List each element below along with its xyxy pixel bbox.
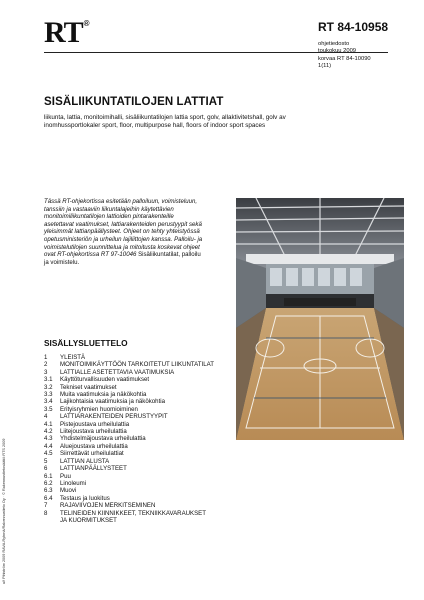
meta-type: ohjetiedosto [318, 41, 350, 47]
toc-item: 5 LATTIAN ALUSTA [44, 457, 110, 465]
toc-item: 3.2 Tekniset vaatimukset [44, 383, 117, 391]
toc-item: 3 LATTIALLE ASETETTAVIA VAATIMUKSIA [44, 368, 175, 376]
table-of-contents [44, 354, 214, 524]
meta-page: 1(11) [318, 63, 332, 70]
toc-item: 6.2 Linoleumi [44, 479, 87, 487]
toc-item: 3.5 Erityisryhmien huomioiminen [44, 405, 138, 413]
meta-date: toukokuu 2009 [318, 48, 357, 55]
intro-plain: Sisäliikuntatilat, palloilu ja voimistelu. [44, 251, 201, 266]
toc-item: 3.1 Käyttöturvallisuuden vaatimukset [44, 376, 150, 384]
toc-title: SISÄLLYSLUETTELO [44, 338, 128, 348]
toc-item: 4.2 Liitejoustava urheilulattia [44, 428, 127, 436]
toc-item: 6.3 Muovi [44, 487, 77, 495]
intro-italic: Tässä RT-ohjekortissa esitetään palloiluun, voimisteluun, tanssiin ja vastaaviin liikuntalajeihin käytettävien monitoimiliikuntatilojen lattioiden pintarakenteille asetettavat vaatimukset, lattiarakenteiden perustyypit sekä yleisimmät lattianpäällysteet. Ohjeet on tehty yhteistyössä opetusministeriön ja urheilun lajiliittojen kanssa. Palloilu- ja voimistelutilojen suunnittelua ja mitoitusta koskevat ohjeet ovat RT-ohjekortissa RT 97-10046 [44, 198, 203, 259]
toc-item: 2 MONITOIMIKÄYTTÖÖN TARKOITETUT LIIKUNTATILAT [44, 361, 214, 369]
document-meta [318, 41, 371, 71]
toc-item: 3.3 Muita vaatimuksia ja näkökohtia [44, 391, 147, 399]
toc-item: 4.5 Siirrettävät urheilulattiat [44, 450, 124, 458]
toc-item: 4 LATTIARAKENTEIDEN PERUSTYYPIT [44, 413, 168, 421]
rt-logo: RT® [44, 16, 89, 49]
toc-item: 4.3 Yhdistelmäjoustava urheilulattia [44, 435, 146, 443]
keywords: liikunta, lattia, monitoimihalli, sisäliikuntatilojen lattia sport, golv, allaktivitetshall, golv av inomhussportlokaler sport, floor, multipurpose hall, floors of indoor sport spaces [44, 114, 286, 129]
toc-item: 1 YLEISTÄ [44, 354, 86, 361]
toc-item: 7 RAJAVIIVOJEN MERKITSEMINEN [44, 502, 156, 510]
toc-item: 3.4 Lajikohtaisia vaatimuksia ja näkökohtia [44, 398, 166, 406]
document-code: RT 84-10958 [318, 20, 389, 34]
toc-item: 8 TELINEIDEN KIINNIKKEET, TEKNIIKKAVARAUKSET JA KUORMITUKSET [44, 509, 206, 524]
toc-item: 6 LATTIANPÄÄLLYSTEET [44, 465, 127, 473]
toc-item: 4.4 Aluejoustava urheilulattia [44, 442, 128, 450]
toc-item: 6.1 Puu [44, 472, 71, 480]
page-title: SISÄLIIKUNTATILOJEN LATTIAT [44, 96, 224, 108]
meta-replaces: korvaa RT 84-10090 [318, 55, 371, 62]
sports-hall-photo [236, 198, 404, 440]
toc-item: 6.4 Testaus ja luokitus [44, 494, 110, 502]
side-copyright: ulf Pihlström 2009 RAVA-Ryhmä/Rakennustieto Oy · © Rakennustietosäätiö RTS 2009 [2, 438, 6, 584]
intro-text [44, 198, 204, 266]
toc-item: 4.1 Pistejoustava urheilulattia [44, 420, 130, 428]
